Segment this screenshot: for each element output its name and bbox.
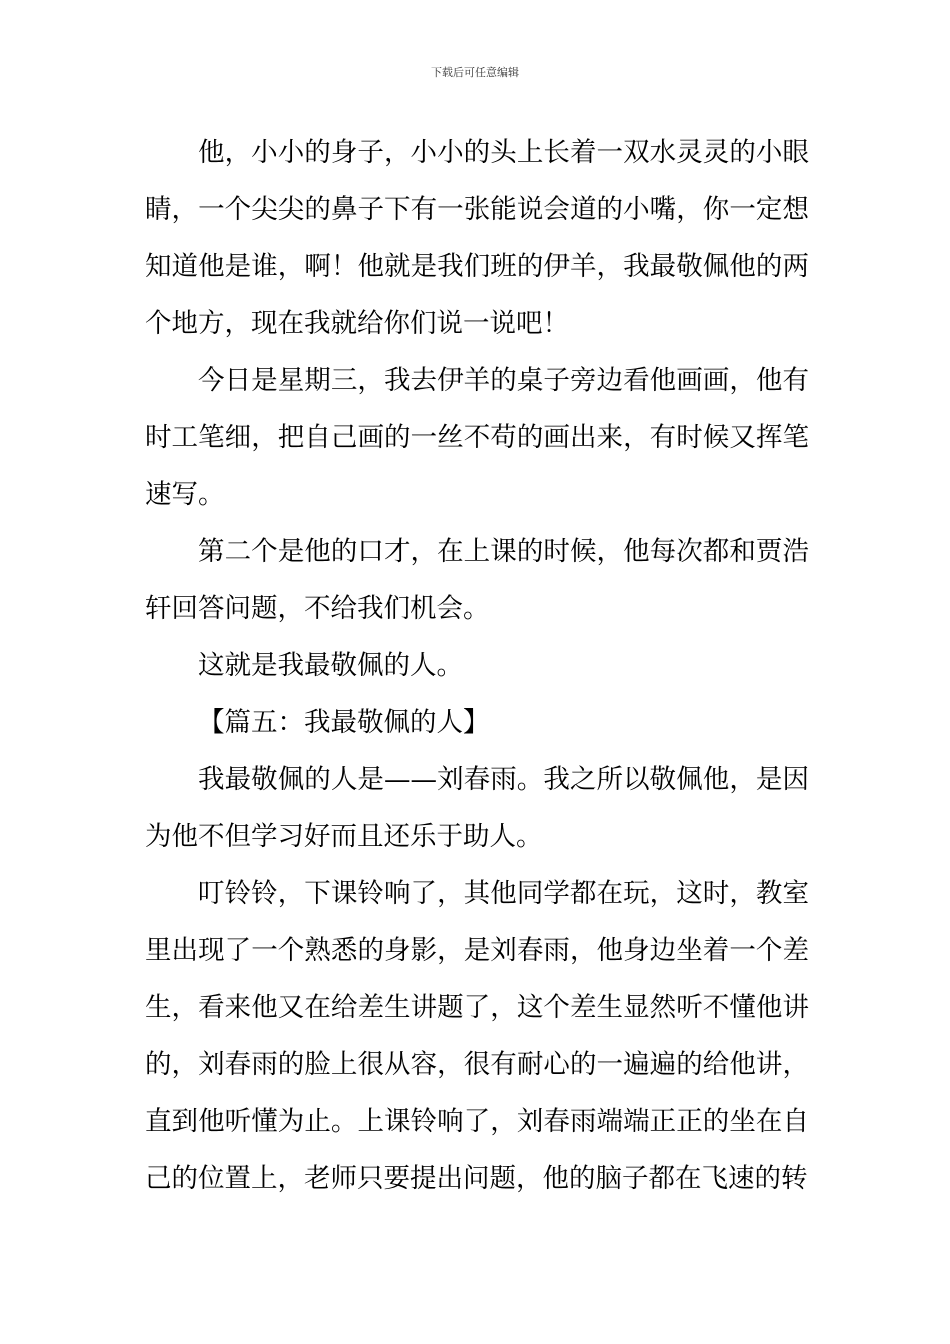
document-body: [145, 124, 809, 1207]
paragraph: 第二个是他的口才，在上课的时候，他每次都和贾浩轩回答问题，不给我们机会。: [145, 536, 809, 624]
paragraph: 叮铃铃，下课铃响了，其他同学都在玩，这时，教室里出现了一个熟悉的身影，是刘春雨，他身边坐着一个差生，看来他又在给差生讲题了，这个差生显然听不懂他讲的，刘春雨的脸上很从容，很有耐心的一遍遍的给他讲，直到他听懂为止。上课铃响了，刘春雨端端正正的坐在自己的位置上，老师只要提出问题，他的脑子都在飞速的转: [145, 878, 809, 1194]
paragraph: 他，小小的身子，小小的头上长着一双水灵灵的小眼睛，一个尖尖的鼻子下有一张能说会道的小嘴，你一定想知道他是谁，啊！他就是我们班的伊羊，我最敬佩他的两个地方，现在我就给你们说一说吧！: [145, 137, 809, 339]
paragraph: 今日是星期三，我去伊羊的桌子旁边看他画画，他有时工笔细，把自己画的一丝不苟的画出来，有时候又挥笔速写。: [145, 365, 809, 510]
section-heading: 【篇五：我最敬佩的人】: [198, 707, 490, 738]
paragraph: 这就是我最敬佩的人。: [198, 650, 463, 681]
page-header: 下载后可任意编辑: [431, 66, 519, 79]
paragraph: 我最敬佩的人是——刘春雨。我之所以敬佩他，是因为他不但学习好而且还乐于助人。: [145, 764, 809, 852]
